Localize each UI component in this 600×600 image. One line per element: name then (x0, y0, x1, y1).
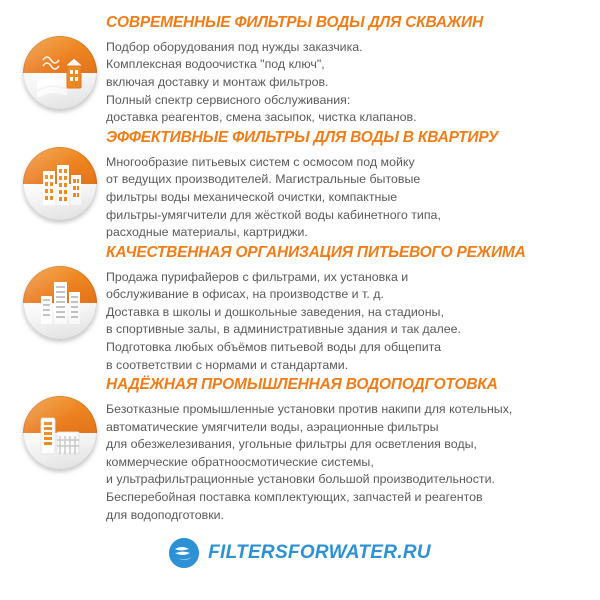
section-heading: НАДЁЖНАЯ ПРОМЫШЛЕННАЯ ВОДОПОДГОТОВКА (106, 376, 498, 394)
badge-ring (23, 147, 97, 221)
body-line: Подготовка любых объёмов питьевой воды для общепита (106, 339, 442, 354)
industrial-plant-icon (23, 396, 97, 470)
section-text (106, 376, 586, 524)
section-text (106, 14, 586, 127)
body-line: Комплексная водоочистка "под ключ", (106, 57, 325, 72)
section-heading: СОВРЕМЕННЫЕ ФИЛЬТРЫ ВОДЫ ДЛЯ СКВАЖИН (106, 14, 483, 31)
body-line: включая доставку и монтаж фильтров. (106, 75, 329, 90)
section-heading: ЭФФЕКТИВНЫЕ ФИЛЬТРЫ ДЛЯ ВОДЫ В КВАРТИРУ (106, 128, 499, 146)
apartment-building-icon (23, 147, 97, 221)
body-line: Безотказные промышленные установки против накипи для котельных, (106, 402, 513, 416)
section-industrial (14, 376, 586, 524)
body-line: для водоподготовки. (106, 507, 225, 522)
section-icon-container (14, 129, 106, 221)
section-icon-container (14, 14, 106, 110)
body-line: Подбор оборудования под нужды заказчика. (106, 39, 363, 54)
badge-ring (23, 266, 97, 340)
badge-ring (23, 36, 97, 110)
section-body (106, 154, 580, 242)
body-line: Полный спектр сервисного обслуживания: (106, 92, 351, 107)
section-heading: КАЧЕСТВЕННАЯ ОРГАНИЗАЦИЯ ПИТЬЕВОГО РЕЖИМА (106, 243, 526, 261)
body-line: расходные материалы, картриджи. (106, 225, 308, 240)
body-line: Продажа пурифайеров с фильтрами, их установка и (106, 269, 409, 284)
body-line: доставка реагентов, смена засыпок, чистка клапанов. (106, 110, 417, 125)
body-line: и ультрафильтрационные установки большой производительности. (106, 472, 495, 487)
section-apartment (14, 129, 586, 242)
section-icon-container (14, 376, 106, 470)
office-towers-icon (23, 266, 97, 340)
well-field-icon (23, 36, 97, 110)
body-line: автоматические умягчители воды, аэрационные фильтры (106, 419, 439, 434)
body-line: фильтры-умягчители для жёсткой воды кабинетного типа, (106, 207, 441, 222)
body-line: в соответствии с нормами и стандартами. (106, 357, 349, 372)
badge-ring (23, 396, 97, 470)
body-line: от ведущих производителей. Магистральные бытовые (106, 172, 421, 187)
body-line: обслуживание в офисах, на производстве и т. д. (106, 287, 384, 302)
site-footer (14, 538, 586, 568)
section-body (106, 401, 580, 524)
body-line: в спортивные залы, в административные здания и так далее. (106, 322, 461, 337)
body-line: фильтры воды механической очистки, компактные (106, 189, 398, 204)
body-line: для обезжелезивания, угольные фильтры для осветления воды, (106, 437, 477, 452)
section-text (106, 244, 586, 374)
section-body (106, 269, 580, 375)
section-icon-container (14, 244, 106, 340)
section-text (106, 129, 586, 242)
body-line: коммерческие обратноосмотические системы, (106, 454, 374, 469)
body-line: Многообразие питьевых систем с осмосом под мойку (106, 154, 415, 169)
body-line: Доставка в школы и дошкольные заведения, на стадионы, (106, 304, 444, 319)
site-name[interactable]: FILTERSFORWATER.RU (208, 542, 431, 564)
section-drinking-regime (14, 244, 586, 374)
water-swirl-logo-icon (169, 538, 199, 568)
section-wells (14, 14, 586, 127)
body-line: Бесперебойная поставка комплектующих, запчастей и реагентов (106, 490, 483, 505)
section-body (106, 39, 580, 127)
